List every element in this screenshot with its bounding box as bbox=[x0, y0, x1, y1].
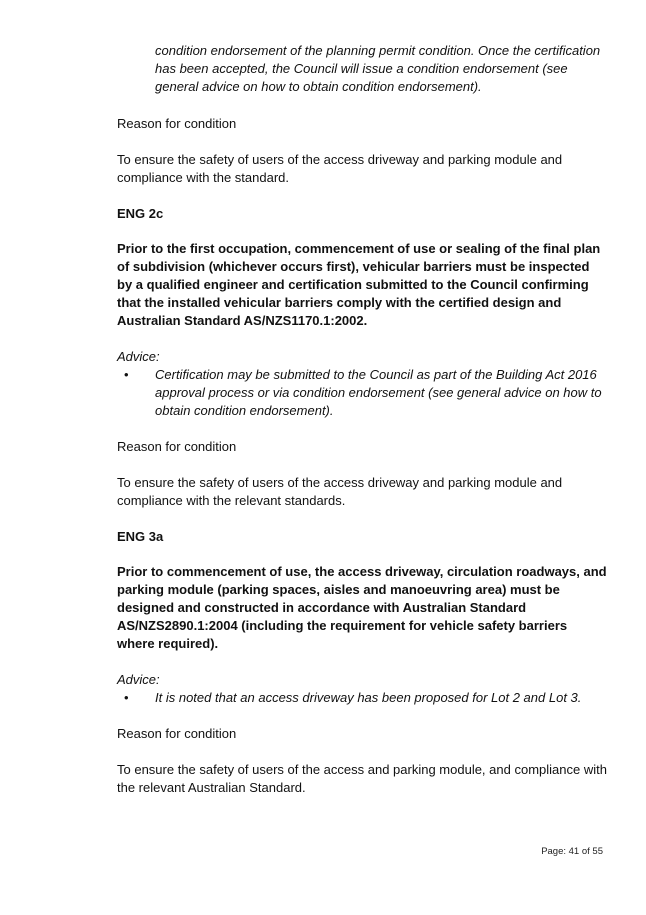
reason-heading: Reason for condition bbox=[117, 439, 237, 454]
condition-text-eng-2c: Prior to the first occupation, commencement of use or sealing of the final plan of subdivision (whichever occurs first), vehicular barriers must be inspected by a qualified engineer and certification submitted to the Council confirming that the installed vehicular barriers comply with the certified design and Australian Standard AS/NZS1170.1:2002. bbox=[117, 241, 601, 328]
condition-heading-eng-2c: ENG 2c bbox=[117, 206, 164, 221]
advice-item: Certification may be submitted to the Council as part of the Building Act 2016 approval process or via condition endorsement (see general advice on how to obtain condition endorsement). bbox=[155, 367, 602, 418]
condition-text-eng-3a: Prior to commencement of use, the access driveway, circulation roadways, and parking module (parking spaces, aisles and manoeuvring area) must be designed and constructed in accordance with Australian Standard AS/NZS2890.1:2004 (including the requirement for vehicle safety barriers where required). bbox=[117, 564, 607, 651]
reason-text: To ensure the safety of users of the access driveway and parking module and compliance with the relevant standards. bbox=[117, 475, 563, 508]
reason-heading: Reason for condition bbox=[117, 726, 237, 741]
bullet-icon: • bbox=[124, 367, 129, 382]
page-number: Page: 41 of 55 bbox=[541, 846, 603, 857]
advice-label: Advice: bbox=[117, 349, 160, 364]
reason-heading: Reason for condition bbox=[117, 116, 237, 131]
reason-text: To ensure the safety of users of the access and parking module, and compliance with the relevant Australian Standard. bbox=[117, 762, 607, 795]
continued-advice-text: condition endorsement of the planning permit condition. Once the certification has been accepted, the Council will issue a condition endorsement (see general advice on how to obtain condition endorsement). bbox=[155, 43, 601, 94]
advice-item: It is noted that an access driveway has been proposed for Lot 2 and Lot 3. bbox=[155, 690, 582, 705]
bullet-icon: • bbox=[124, 690, 129, 705]
advice-label: Advice: bbox=[117, 672, 160, 687]
condition-heading-eng-3a: ENG 3a bbox=[117, 529, 164, 544]
reason-text: To ensure the safety of users of the access driveway and parking module and compliance with the standard. bbox=[117, 152, 563, 185]
